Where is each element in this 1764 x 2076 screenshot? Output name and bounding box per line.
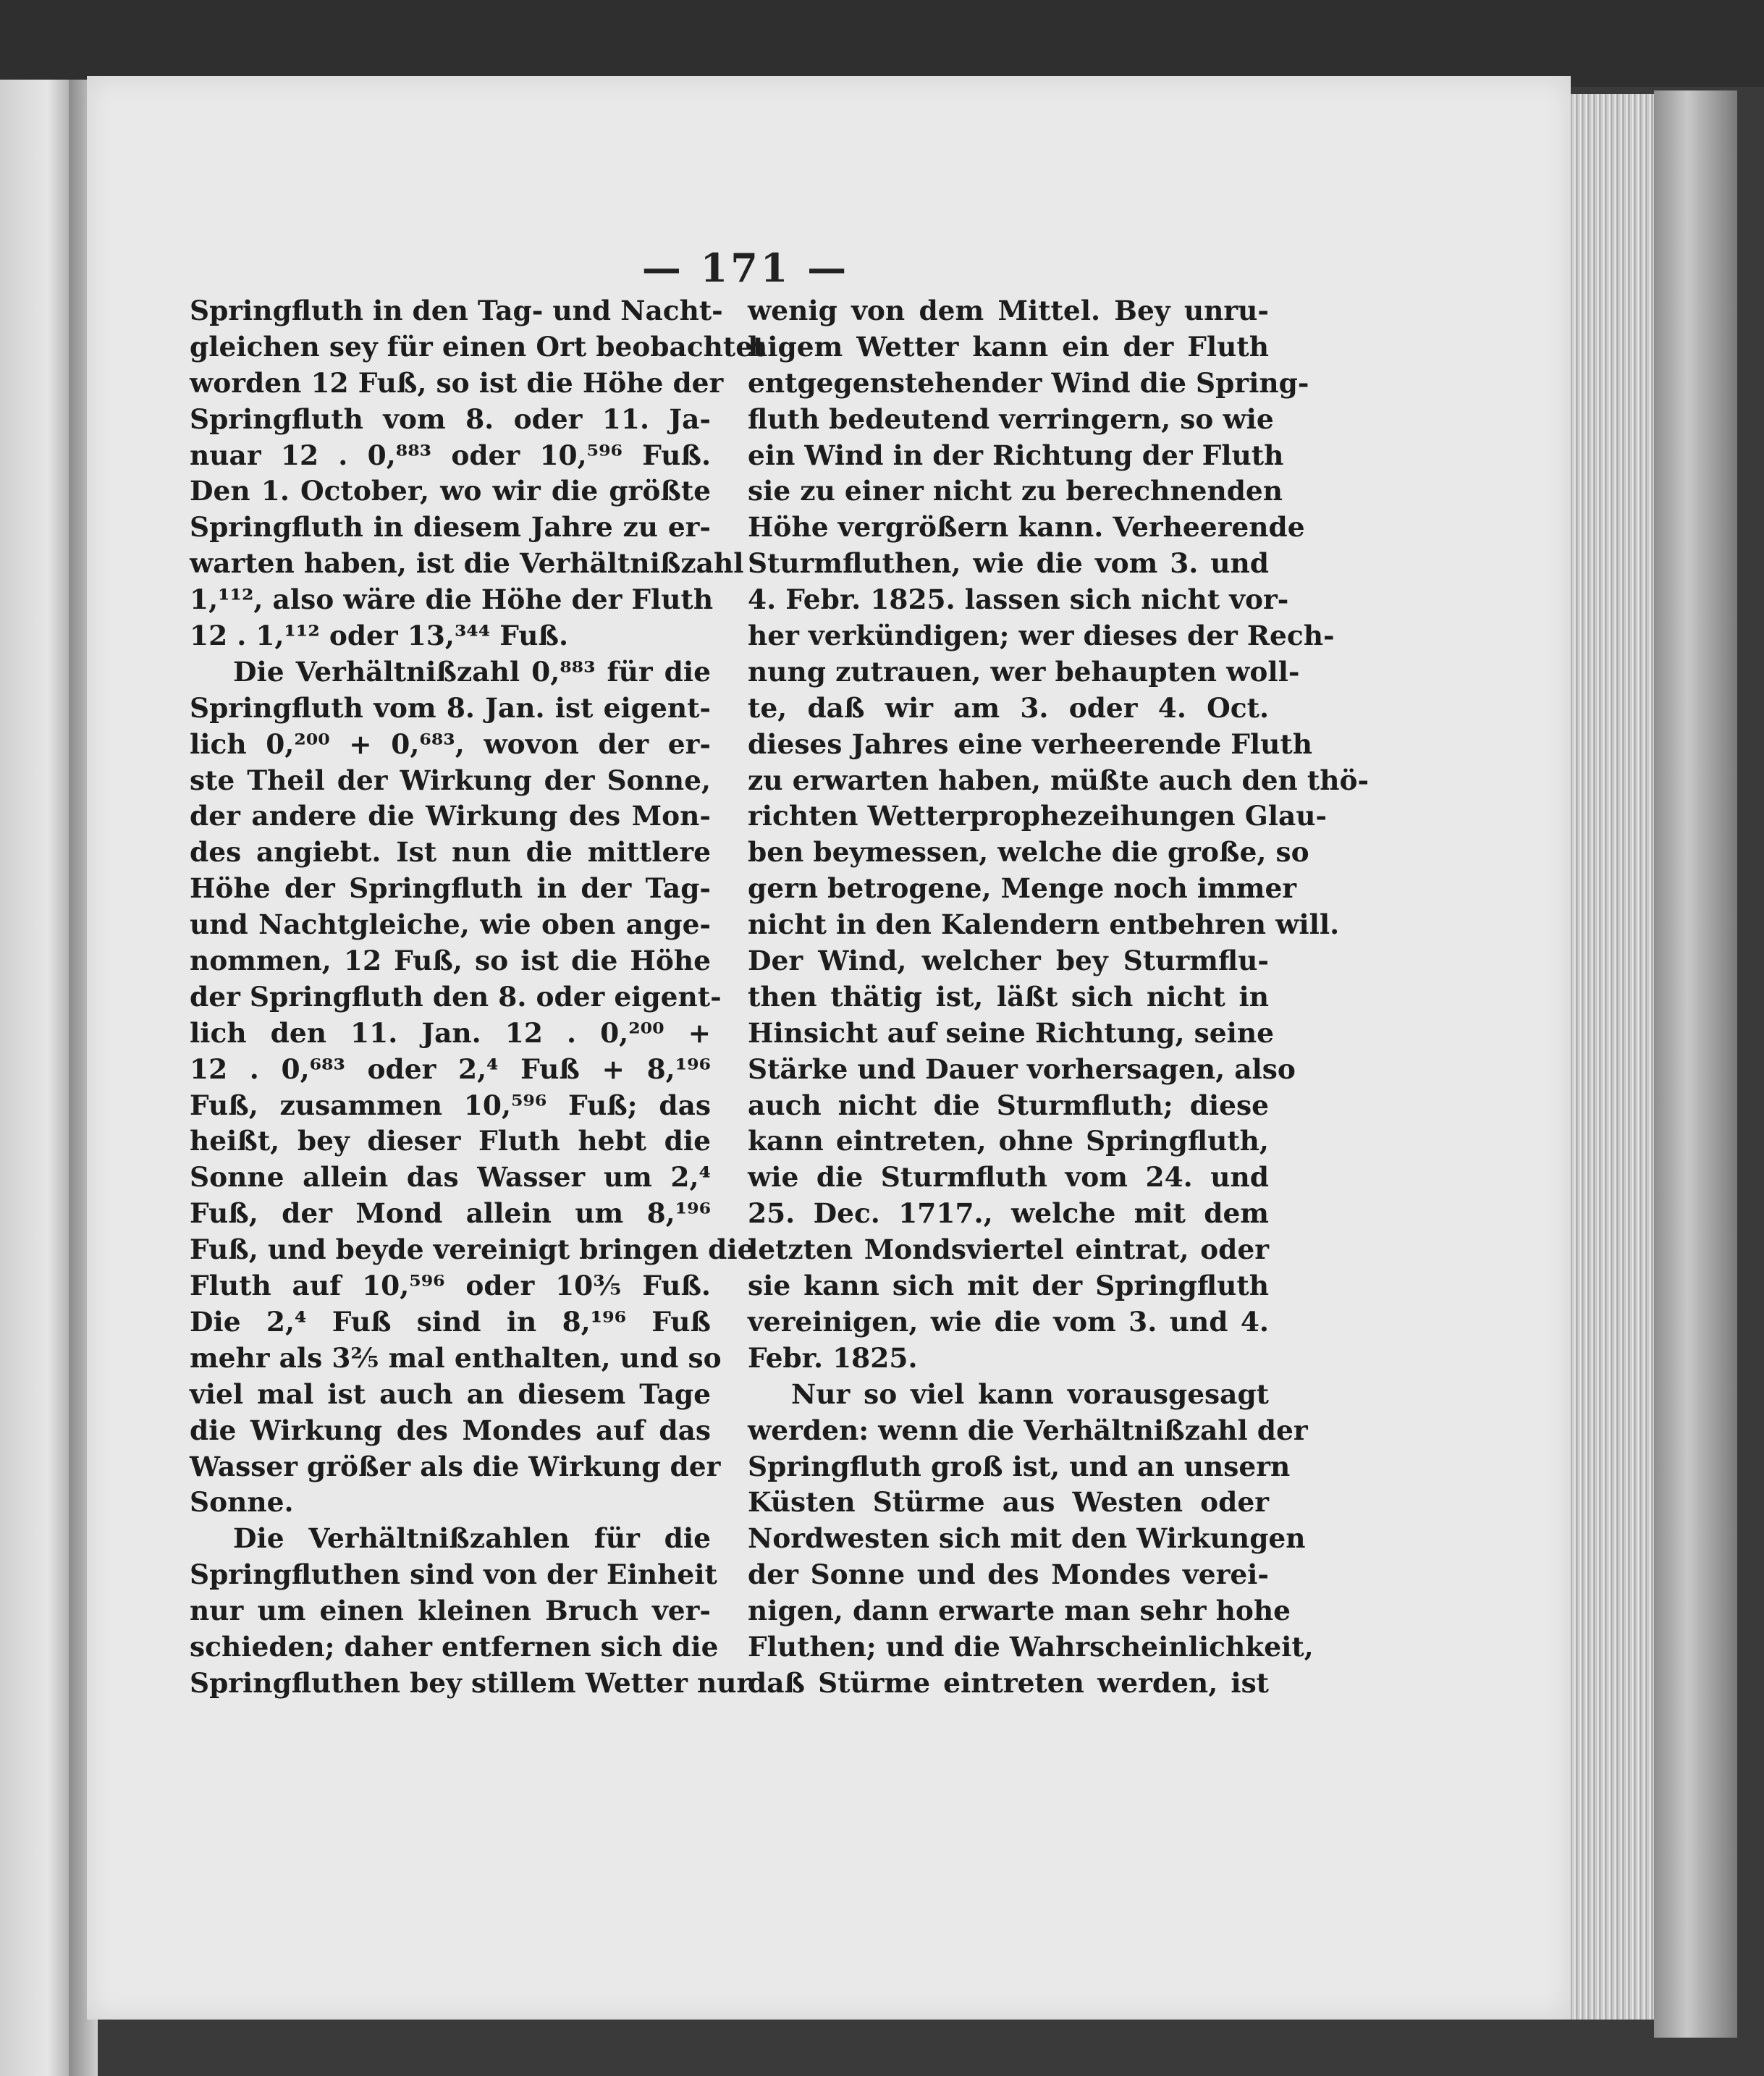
text-line: zu erwarten haben, müßte auch den thö- <box>748 764 1370 796</box>
text-line: wenig von dem Mittel. Bey unru- <box>748 295 1269 326</box>
text-line: nur um einen kleinen Bruch ver- <box>190 1595 711 1627</box>
text-line: wie die Sturmfluth vom 24. und <box>748 1161 1269 1194</box>
left-text-column <box>190 293 766 1702</box>
text-line: nommen, 12 Fuß, so ist die Höhe <box>190 945 711 977</box>
text-line: mehr als 3²⁄₅ mal enthalten, und so <box>190 1341 722 1374</box>
text-line: Hinsicht auf seine Richtung, seine <box>748 1016 1274 1049</box>
text-line: sie kann sich mit der Springfluth <box>748 1270 1269 1302</box>
text-line: Die Verhältnißzahlen für die <box>233 1522 711 1555</box>
text-line: daß Stürme eintreten werden, ist <box>748 1666 1269 1699</box>
text-line: Die 2,⁴ Fuß sind in 8,¹⁹⁶ Fuß <box>190 1305 711 1338</box>
text-line: entgegenstehender Wind die Spring- <box>748 366 1309 399</box>
text-line: Fuß, und beyde vereinigt bringen die <box>190 1233 755 1266</box>
text-line: schieden; daher entfernen sich die <box>190 1630 719 1663</box>
text-line: 25. Dec. 1717., welche mit dem <box>748 1197 1269 1230</box>
text-line: Springfluth in den Tag- und Nacht- <box>190 295 723 326</box>
text-line: 12 . 0,⁶⁸³ oder 2,⁴ Fuß + 8,¹⁹⁶ <box>190 1052 711 1085</box>
text-line: Nordwesten sich mit den Wirkungen <box>748 1522 1306 1555</box>
text-line: worden 12 Fuß, so ist die Höhe der <box>190 366 724 399</box>
text-line: lich den 11. Jan. 12 . 0,²⁰⁰ + <box>190 1016 711 1049</box>
text-line: nicht in den Kalendern entbehren will. <box>748 908 1340 941</box>
page-stack-edge <box>1567 94 1654 2020</box>
text-line: Springfluth vom 8. oder 11. Ja- <box>190 402 711 435</box>
text-line: viel mal ist auch an diesem Tage <box>190 1377 711 1410</box>
page-number: — 171 — <box>641 245 850 291</box>
text-line: Sturmfluthen, wie die vom 3. und <box>748 547 1269 580</box>
text-line: der Springfluth den 8. oder eigent- <box>190 980 722 1013</box>
book-cover-edge <box>1654 90 1737 2038</box>
text-line: te, daß wir am 3. oder 4. Oct. <box>748 691 1269 724</box>
text-line: Höhe vergrößern kann. Verheerende <box>748 511 1305 544</box>
text-line: kann eintreten, ohne Springfluth, <box>748 1125 1269 1157</box>
text-line: warten haben, ist die Verhältnißzahl <box>190 547 744 580</box>
text-line: des angiebt. Ist nun die mittlere <box>190 836 711 869</box>
text-line: werden: wenn die Verhältnißzahl der <box>748 1414 1308 1446</box>
text-line: Fuß, zusammen 10,⁵⁹⁶ Fuß; das <box>190 1089 711 1121</box>
text-line: Fluthen; und die Wahrscheinlichkeit, <box>748 1630 1314 1663</box>
text-line: Stärke und Dauer vorhersagen, also <box>748 1052 1296 1085</box>
text-line: Die Verhältnißzahl 0,⁸⁸³ für die <box>233 655 711 688</box>
text-line: heißt, bey dieser Fluth hebt die <box>190 1125 711 1157</box>
text-line: Springfluthen bey stillem Wetter nur <box>190 1666 751 1699</box>
text-line: vereinigen, wie die vom 3. und 4. <box>748 1305 1269 1338</box>
text-line: ste Theil der Wirkung der Sonne, <box>190 764 711 796</box>
text-line: die Wirkung des Mondes auf das <box>190 1414 711 1446</box>
text-line: Küsten Stürme aus Westen oder <box>748 1486 1269 1519</box>
scan-background <box>0 0 1764 87</box>
text-line: der andere die Wirkung des Mon- <box>190 800 711 832</box>
text-line: Sonne. <box>190 1486 294 1519</box>
text-line: dieses Jahres eine verheerende Fluth <box>748 727 1312 760</box>
text-line: Springfluth vom 8. Jan. ist eigent- <box>190 691 711 724</box>
facing-page-edge <box>0 80 80 2076</box>
text-line: gern betrogene, Menge noch immer <box>748 872 1297 905</box>
text-line: fluth bedeutend verringern, so wie <box>748 402 1274 435</box>
text-line: letzten Mondsviertel eintrat, oder <box>748 1233 1269 1266</box>
text-line: richten Wetterprophezeihungen Glau- <box>748 800 1328 832</box>
text-line: Der Wind, welcher bey Sturmflu- <box>748 945 1269 977</box>
text-line: 1,¹¹², also wäre die Höhe der Fluth <box>190 583 714 616</box>
text-line: lich 0,²⁰⁰ + 0,⁶⁸³, wovon der er- <box>190 727 711 760</box>
text-line: und Nachtgleiche, wie oben ange- <box>190 908 711 941</box>
text-line: Febr. 1825. <box>748 1341 918 1374</box>
text-line: nuar 12 . 0,⁸⁸³ oder 10,⁵⁹⁶ Fuß. <box>190 439 711 471</box>
text-line: Fluth auf 10,⁵⁹⁶ oder 10³⁄₅ Fuß. <box>190 1270 711 1302</box>
text-line: Höhe der Springfluth in der Tag- <box>190 872 711 905</box>
text-line: her verkündigen; wer dieses der Rech- <box>748 620 1335 652</box>
text-line: Sonne allein das Wasser um 2,⁴ <box>190 1161 711 1194</box>
text-line: Den 1. October, wo wir die größte <box>190 475 711 507</box>
text-line: sie zu einer nicht zu berechnenden <box>748 475 1283 507</box>
text-line: 4. Febr. 1825. lassen sich nicht vor- <box>748 583 1289 616</box>
text-line: Springfluth groß ist, und an unsern <box>748 1450 1291 1482</box>
text-line: Springfluth in diesem Jahre zu er- <box>190 511 711 544</box>
text-line: Wasser größer als die Wirkung der <box>190 1450 721 1482</box>
right-text-column <box>748 293 1370 1702</box>
text-line: then thätig ist, läßt sich nicht in <box>748 980 1269 1013</box>
text-line: nung zutrauen, wer behaupten woll- <box>748 655 1300 688</box>
text-line: der Sonne und des Mondes verei- <box>748 1558 1269 1591</box>
text-line: Springfluthen sind von der Einheit <box>190 1558 717 1591</box>
text-line: gleichen sey für einen Ort beobachtet <box>190 330 766 363</box>
text-line: nigen, dann erwarte man sehr hohe <box>748 1595 1291 1627</box>
text-line: ein Wind in der Richtung der Fluth <box>748 439 1284 471</box>
text-line: 12 . 1,¹¹² oder 13,³⁴⁴ Fuß. <box>190 620 569 652</box>
text-line: auch nicht die Sturmfluth; diese <box>748 1089 1269 1121</box>
text-line: higem Wetter kann ein der Fluth <box>748 330 1269 363</box>
text-line: Nur so viel kann vorausgesagt <box>791 1377 1269 1410</box>
text-line: Fuß, der Mond allein um 8,¹⁹⁶ <box>190 1197 711 1230</box>
text-line: ben beymessen, welche die große, so <box>748 836 1309 869</box>
